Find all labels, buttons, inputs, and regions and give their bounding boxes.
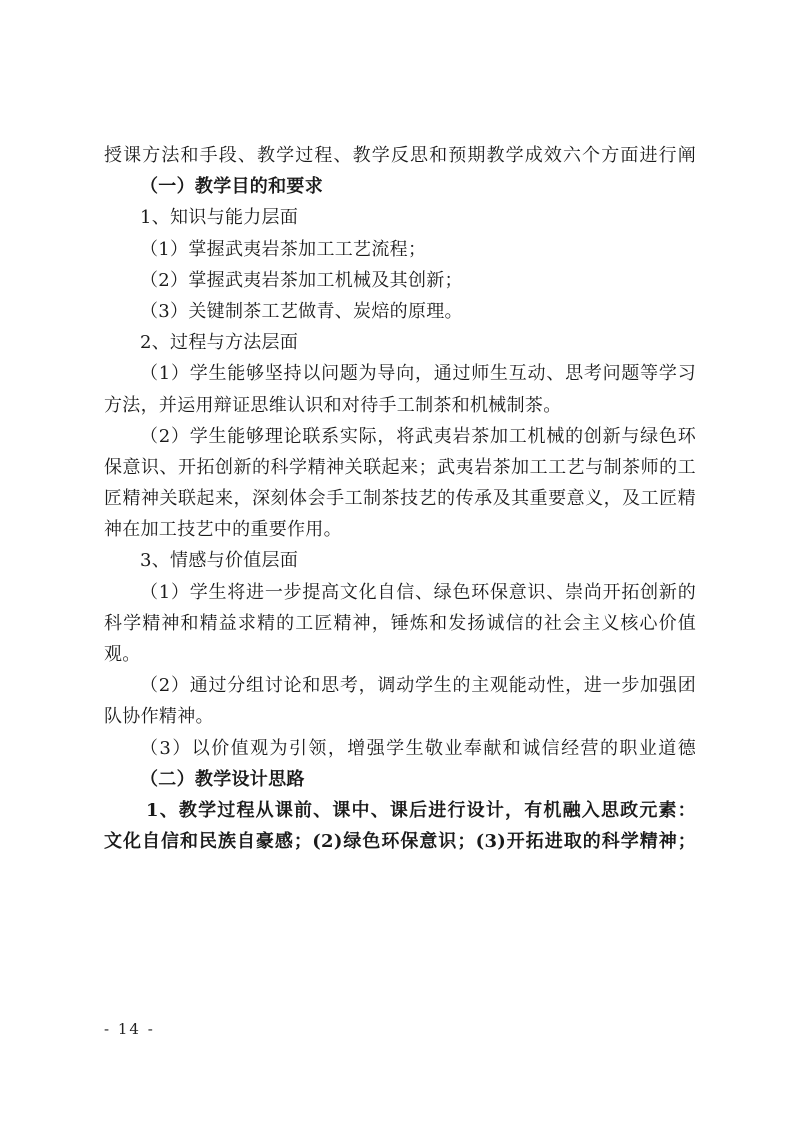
section-heading-design-ideas: （二）教学设计思路 bbox=[140, 768, 305, 790]
list-item: （3）关键制茶工艺做青、炭焙的原理。 bbox=[140, 300, 463, 322]
paragraph-line: 方法，并运用辩证思维认识和对待手工制茶和机械制茶。 bbox=[104, 394, 562, 416]
paragraph-line: （3）以价值观为引领，增强学生敬业奉献和诚信经营的职业道德 bbox=[140, 737, 696, 759]
subheading-knowledge-ability: 1、知识与能力层面 bbox=[140, 207, 299, 229]
document-body bbox=[104, 140, 696, 857]
paragraph-line: 授课方法和手段、教学过程、教学反思和预期教学成效六个方面进行阐 bbox=[104, 145, 696, 166]
paragraph-line: （2）通过分组讨论和思考，调动学生的主观能动性，进一步加强团 bbox=[140, 675, 696, 697]
paragraph-line: （1）学生能够坚持以问题为导向，通过师生互动、思考问题等学习 bbox=[140, 363, 696, 385]
subheading-process-method: 2、过程与方法层面 bbox=[140, 332, 299, 354]
paragraph-line-bold: 文化自信和民族自豪感；(2)绿色环保意识；(3)开拓进取的科学精神； bbox=[104, 831, 696, 853]
paragraph-line: 队协作精神。 bbox=[104, 706, 214, 728]
paragraph-line: 神在加工技艺中的重要作用。 bbox=[104, 519, 342, 541]
section-heading-teaching-goals: （一）教学目的和要求 bbox=[140, 176, 323, 198]
paragraph-line: （1）学生将进一步提高文化自信、绿色环保意识、崇尚开拓创新的 bbox=[140, 581, 696, 603]
paragraph-line-bold: 1、教学过程从课前、课中、课后进行设计，有机融入思政元素： bbox=[146, 799, 696, 821]
paragraph-line: 匠精神关联起来，深刻体会手工制茶技艺的传承及其重要意义，及工匠精 bbox=[104, 488, 696, 510]
page-number: - 14 - bbox=[104, 1020, 155, 1038]
paragraph-line: 观。 bbox=[104, 644, 141, 665]
subheading-emotion-values: 3、情感与价值层面 bbox=[140, 550, 299, 572]
paragraph-line: 科学精神和精益求精的工匠精神，锤炼和发扬诚信的社会主义核心价值 bbox=[104, 612, 696, 634]
paragraph-line: 保意识、开拓创新的科学精神关联起来；武夷岩茶加工工艺与制茶师的工 bbox=[104, 456, 696, 478]
paragraph-line: （2）学生能够理论联系实际，将武夷岩茶加工机械的创新与绿色环 bbox=[140, 425, 696, 447]
list-item: （2）掌握武夷岩茶加工机械及其创新； bbox=[140, 269, 463, 291]
list-item: （1）掌握武夷岩茶加工工艺流程； bbox=[140, 238, 427, 260]
